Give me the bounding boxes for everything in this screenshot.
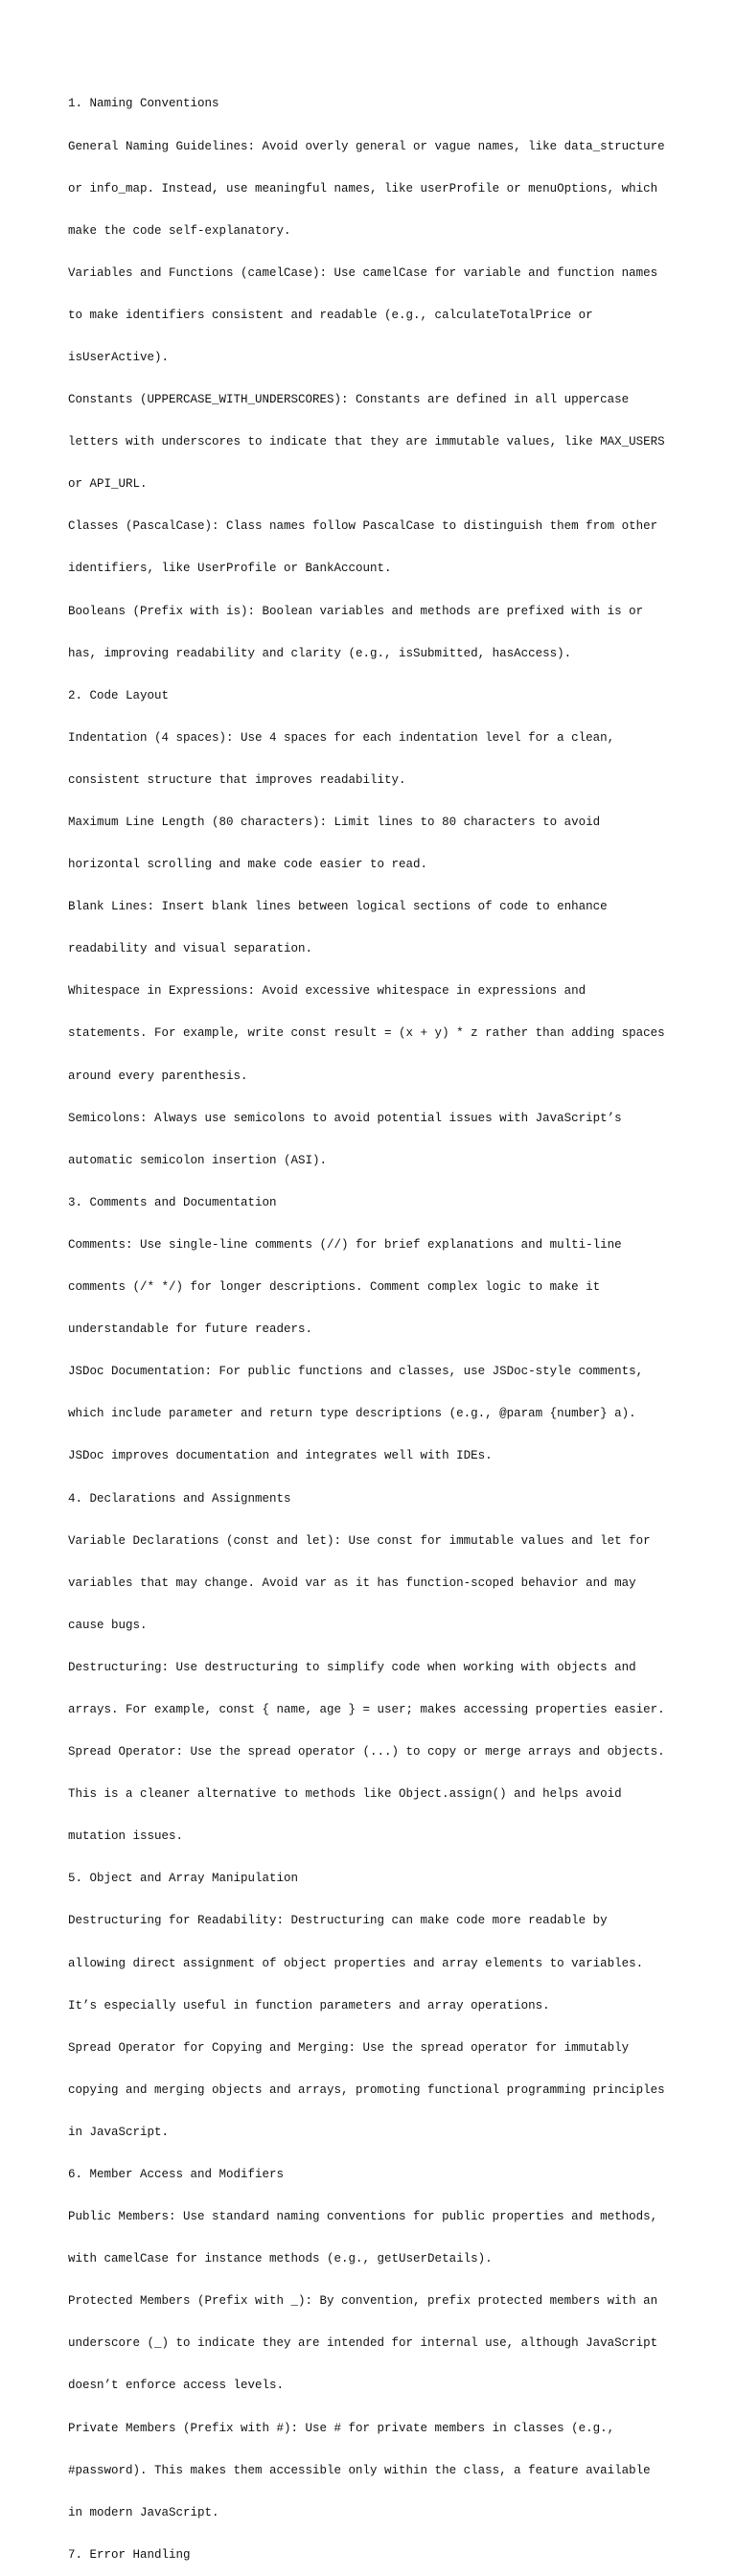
text-line: Variables and Functions (camelCase): Use camelCase for variable and function names — [68, 265, 658, 280]
text-line: Protected Members (Prefix with _): By convention, prefix protected members with an — [68, 2294, 658, 2309]
text-line: readability and visual separation. — [68, 942, 313, 956]
text-line: Constants (UPPERCASE_WITH_UNDERSCORES): Constants are defined in all uppercase — [68, 393, 630, 407]
text-line: underscore (_) to indicate they are intended for internal use, although JavaScript — [68, 2336, 658, 2351]
text-line: which include parameter and return type descriptions (e.g., @param {number} a). — [68, 1407, 636, 1421]
text-line: or API_URL. — [68, 477, 148, 492]
section-heading: 1. Naming Conventions — [68, 97, 219, 111]
text-line: copying and merging objects and arrays, promoting functional programming principles — [68, 2082, 665, 2097]
text-line: Blank Lines: Insert blank lines between logical sections of code to enhance — [68, 900, 608, 914]
text-line: arrays. For example, const { name, age } = user; makes accessing properties easier. — [68, 1702, 665, 1716]
text-line: Indentation (4 spaces): Use 4 spaces for each indentation level for a clean, — [68, 730, 615, 745]
text-line: variables that may change. Avoid var as it has function-scoped behavior and may — [68, 1576, 636, 1590]
section-heading: 2. Code Layout — [68, 688, 170, 702]
document-body — [68, 69, 681, 2576]
text-line: with camelCase for instance methods (e.g., getUserDetails). — [68, 2252, 493, 2266]
text-line: Maximum Line Length (80 characters): Limit lines to 80 characters to avoid — [68, 816, 601, 829]
text-line: in modern JavaScript. — [68, 2505, 219, 2519]
section-heading: 7. Error Handling — [68, 2547, 191, 2562]
text-line: to make identifiers consistent and readable (e.g., calculateTotalPrice or — [68, 308, 593, 322]
text-line: isUserActive). — [68, 350, 170, 364]
section-heading: 5. Object and Array Manipulation — [68, 1872, 299, 1886]
text-line: cause bugs. — [68, 1618, 148, 1632]
text-line: statements. For example, write const result = (x + y) * z rather than adding spaces — [68, 1026, 665, 1041]
text-line: JSDoc Documentation: For public functions and classes, use JSDoc-style comments, — [68, 1365, 644, 1379]
text-line: Comments: Use single-line comments (//) for brief explanations and multi-line — [68, 1237, 622, 1252]
text-line: Booleans (Prefix with is): Boolean variables and methods are prefixed with is or — [68, 604, 644, 618]
text-line: Public Members: Use standard naming conventions for public properties and methods, — [68, 2210, 658, 2224]
text-line: comments (/* */) for longer descriptions. Comment complex logic to make it — [68, 1280, 601, 1295]
text-line: understandable for future readers. — [68, 1322, 313, 1337]
text-line: Whitespace in Expressions: Avoid excessive whitespace in expressions and — [68, 984, 586, 999]
section-heading: 4. Declarations and Assignments — [68, 1491, 291, 1506]
text-line: allowing direct assignment of object properties and array elements to variables. — [68, 1956, 644, 1970]
text-line: letters with underscores to indicate that they are immutable values, like MAX_USERS — [68, 435, 665, 449]
text-line: Classes (PascalCase): Class names follow PascalCase to distinguish them from other — [68, 519, 658, 534]
text-line: Variable Declarations (const and let): Use const for immutable values and let for — [68, 1533, 651, 1548]
text-line: #password). This makes them accessible only within the class, a feature available — [68, 2463, 651, 2477]
text-line: around every parenthesis. — [68, 1069, 248, 1083]
text-line: has, improving readability and clarity (e.g., isSubmitted, hasAccess). — [68, 646, 572, 660]
text-line: Spread Operator: Use the spread operator (...) to copy or merge arrays and objects. — [68, 1745, 665, 1760]
section-heading: 3. Comments and Documentation — [68, 1195, 277, 1209]
text-line: Destructuring: Use destructuring to simplify code when working with objects and — [68, 1660, 636, 1674]
text-line: consistent structure that improves readability. — [68, 772, 406, 787]
text-line: This is a cleaner alternative to methods like Object.assign() and helps avoid — [68, 1787, 622, 1802]
text-line: Destructuring for Readability: Destructuring can make code more readable by — [68, 1914, 608, 1928]
text-line: make the code self-explanatory. — [68, 223, 291, 238]
text-line: in JavaScript. — [68, 2125, 170, 2139]
text-line: It’s especially useful in function parameters and array operations. — [68, 1998, 550, 2012]
text-line: mutation issues. — [68, 1829, 184, 1844]
text-line: horizontal scrolling and make code easier to read. — [68, 858, 428, 872]
text-line: or info_map. Instead, use meaningful names, like userProfile or menuOptions, which — [68, 181, 658, 196]
text-line: Spread Operator for Copying and Merging: Use the spread operator for immutably — [68, 2040, 630, 2055]
text-line: identifiers, like UserProfile or BankAccount. — [68, 562, 392, 576]
text-line: JSDoc improves documentation and integrates well with IDEs. — [68, 1449, 493, 1463]
text-line: General Naming Guidelines: Avoid overly general or vague names, like data_structure — [68, 139, 665, 153]
text-line: Semicolons: Always use semicolons to avoid potential issues with JavaScript’s — [68, 1111, 622, 1125]
text-line: Private Members (Prefix with #): Use # for private members in classes (e.g., — [68, 2421, 615, 2435]
text-line: automatic semicolon insertion (ASI). — [68, 1153, 328, 1167]
text-line: doesn’t enforce access levels. — [68, 2379, 285, 2393]
section-heading: 6. Member Access and Modifiers — [68, 2168, 285, 2181]
